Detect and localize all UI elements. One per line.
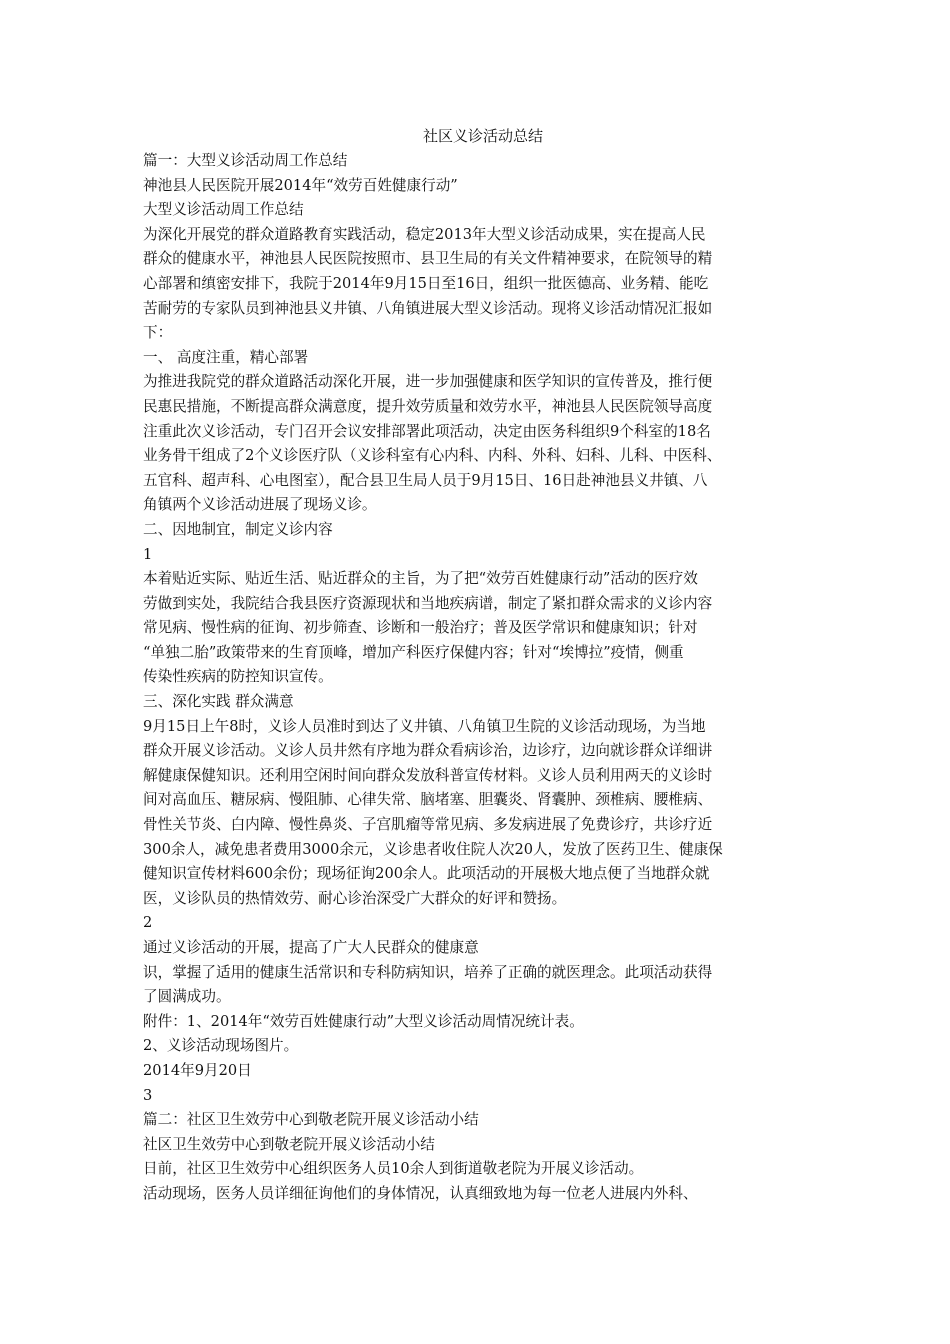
text-line: 间对高血压、糖尿病、慢阻肺、心律失常、脑堵塞、胆囊炎、肾囊肿、颈椎病、腰椎病、 bbox=[143, 791, 713, 809]
text-line: 二、因地制宜，制定义诊内容 bbox=[143, 520, 333, 538]
text-line: 下： bbox=[143, 324, 173, 342]
text-line: 群众开展义诊活动。义诊人员井然有序地为群众看病诊治，边诊疗，边向就诊群众详细讲 bbox=[143, 742, 713, 760]
document-body bbox=[143, 124, 823, 1207]
text-line: 劳做到实处，我院结合我县医疗资源现状和当地疾病谱，制定了紧扣群众需求的义诊内容 bbox=[143, 594, 713, 612]
text-line: 苦耐劳的专家队员到神池县义井镇、八角镇进展大型义诊活动。现将义诊活动情况汇报如 bbox=[143, 299, 713, 317]
text-line: 骨性关节炎、白内障、慢性鼻炎、子宫肌瘤等常见病、多发病进展了免费诊疗，共诊疗近 bbox=[143, 816, 713, 834]
text-line: 为推进我院党的群众道路活动深化开展，进一步加强健康和医学知识的宣传普及，推行便 bbox=[143, 373, 713, 391]
text-line: 篇二：社区卫生效劳中心到敬老院开展义诊活动小结 bbox=[143, 1111, 479, 1129]
text-line: 识，掌握了适用的健康生活常识和专科防病知识，培养了正确的就医理念。此项活动获得 bbox=[143, 963, 713, 981]
text-line: 传染性疾病的防控知识宣传。 bbox=[143, 668, 333, 686]
text-line: 健知识宣传材料600余份；现场征询200余人。此项活动的开展极大地点便了当地群众就 bbox=[143, 865, 710, 883]
text-line: 300余人，减免患者费用3000余元，义诊患者收住院人次20人，发放了医药卫生、健康保 bbox=[143, 840, 723, 858]
text-line: 篇一：大型义诊活动周工作总结 bbox=[143, 152, 348, 169]
text-line: 五官科、超声科、心电图室），配合县卫生局人员于9月15日、16日赴神池县义井镇、八 bbox=[143, 471, 708, 489]
text-line: 附件：1、2014年“效劳百姓健康行动”大型义诊活动周情况统计表。 bbox=[143, 1012, 584, 1030]
text-line: 本着贴近实际、贴近生活、贴近群众的主旨，为了把“效劳百姓健康行动”活动的医疗效 bbox=[143, 570, 698, 588]
text-line: 医，义诊队员的热情效劳、耐心诊治深受广大群众的好评和赞扬。 bbox=[143, 889, 567, 907]
text-line: 2、义诊活动现场图片。 bbox=[143, 1037, 299, 1055]
text-line: 心部署和缜密安排下，我院于2014年9月15日至16日，组织一批医德高、业务精、能吃 bbox=[143, 274, 709, 292]
text-line: 社区卫生效劳中心到敬老院开展义诊活动小结 bbox=[143, 1135, 435, 1153]
text-line: 角镇两个义诊活动进展了现场义诊。 bbox=[143, 496, 377, 514]
text-line: 群众的健康水平，神池县人民医院按照市、县卫生局的有关文件精神要求，在院领导的精 bbox=[143, 250, 713, 268]
text-line: “单独二胎”政策带来的生育顶峰，增加产科医疗保健内容；针对“埃博拉”疫情，侧重 bbox=[143, 643, 684, 661]
text-line: 三、深化实践 群众满意 bbox=[143, 693, 294, 711]
text-line: 了圆满成功。 bbox=[143, 988, 231, 1006]
text-line: 大型义诊活动周工作总结 bbox=[143, 201, 304, 219]
text-line: 常见病、慢性病的征询、初步筛查、诊断和一般治疗；普及医学常识和健康知识；针对 bbox=[143, 619, 698, 637]
text-line: 2 bbox=[143, 914, 153, 932]
text-line: 解健康保健知识。还利用空闲时间向群众发放科普宣传材料。义诊人员利用两天的义诊时 bbox=[143, 766, 713, 784]
text-line: 3 bbox=[143, 1086, 153, 1104]
document-title: 社区义诊活动总结 bbox=[422, 127, 543, 145]
text-line: 民惠民措施，不断提高群众满意度，提升效劳质量和效劳水平，神池县人民医院领导高度 bbox=[143, 397, 713, 415]
text-line: 一、 高度注重，精心部署 bbox=[143, 348, 309, 366]
text-line: 为深化开展党的群众道路教育实践活动，稳定2013年大型义诊活动成果，实在提高人民 bbox=[143, 225, 706, 243]
text-line: 神池县人民医院开展2014年“效劳百姓健康行动” bbox=[143, 176, 458, 194]
text-line: 日前，社区卫生效劳中心组织医务人员10余人到街道敬老院为开展义诊活动。 bbox=[143, 1160, 644, 1178]
text-line: 注重此次义诊活动，专门召开会议安排部署此项活动，决定由医务科组织9个科室的18名 bbox=[143, 422, 711, 440]
text-line: 2014年9月20日 bbox=[143, 1061, 252, 1079]
text-line: 活动现场，医务人员详细征询他们的身体情况，认真细致地为每一位老人进展内外科、 bbox=[143, 1184, 698, 1202]
text-line: 9月15日上午8时，义诊人员准时到达了义井镇、八角镇卫生院的义诊活动现场，为当地 bbox=[143, 717, 706, 735]
text-line: 1 bbox=[143, 545, 153, 563]
text-line: 通过义诊活动的开展，提高了广大人民群众的健康意 bbox=[143, 939, 479, 956]
text-line: 业务骨干组成了2个义诊医疗队（义诊科室有心内科、内科、外科、妇科、儿科、中医科、 bbox=[143, 447, 722, 465]
document-text bbox=[143, 149, 823, 1207]
